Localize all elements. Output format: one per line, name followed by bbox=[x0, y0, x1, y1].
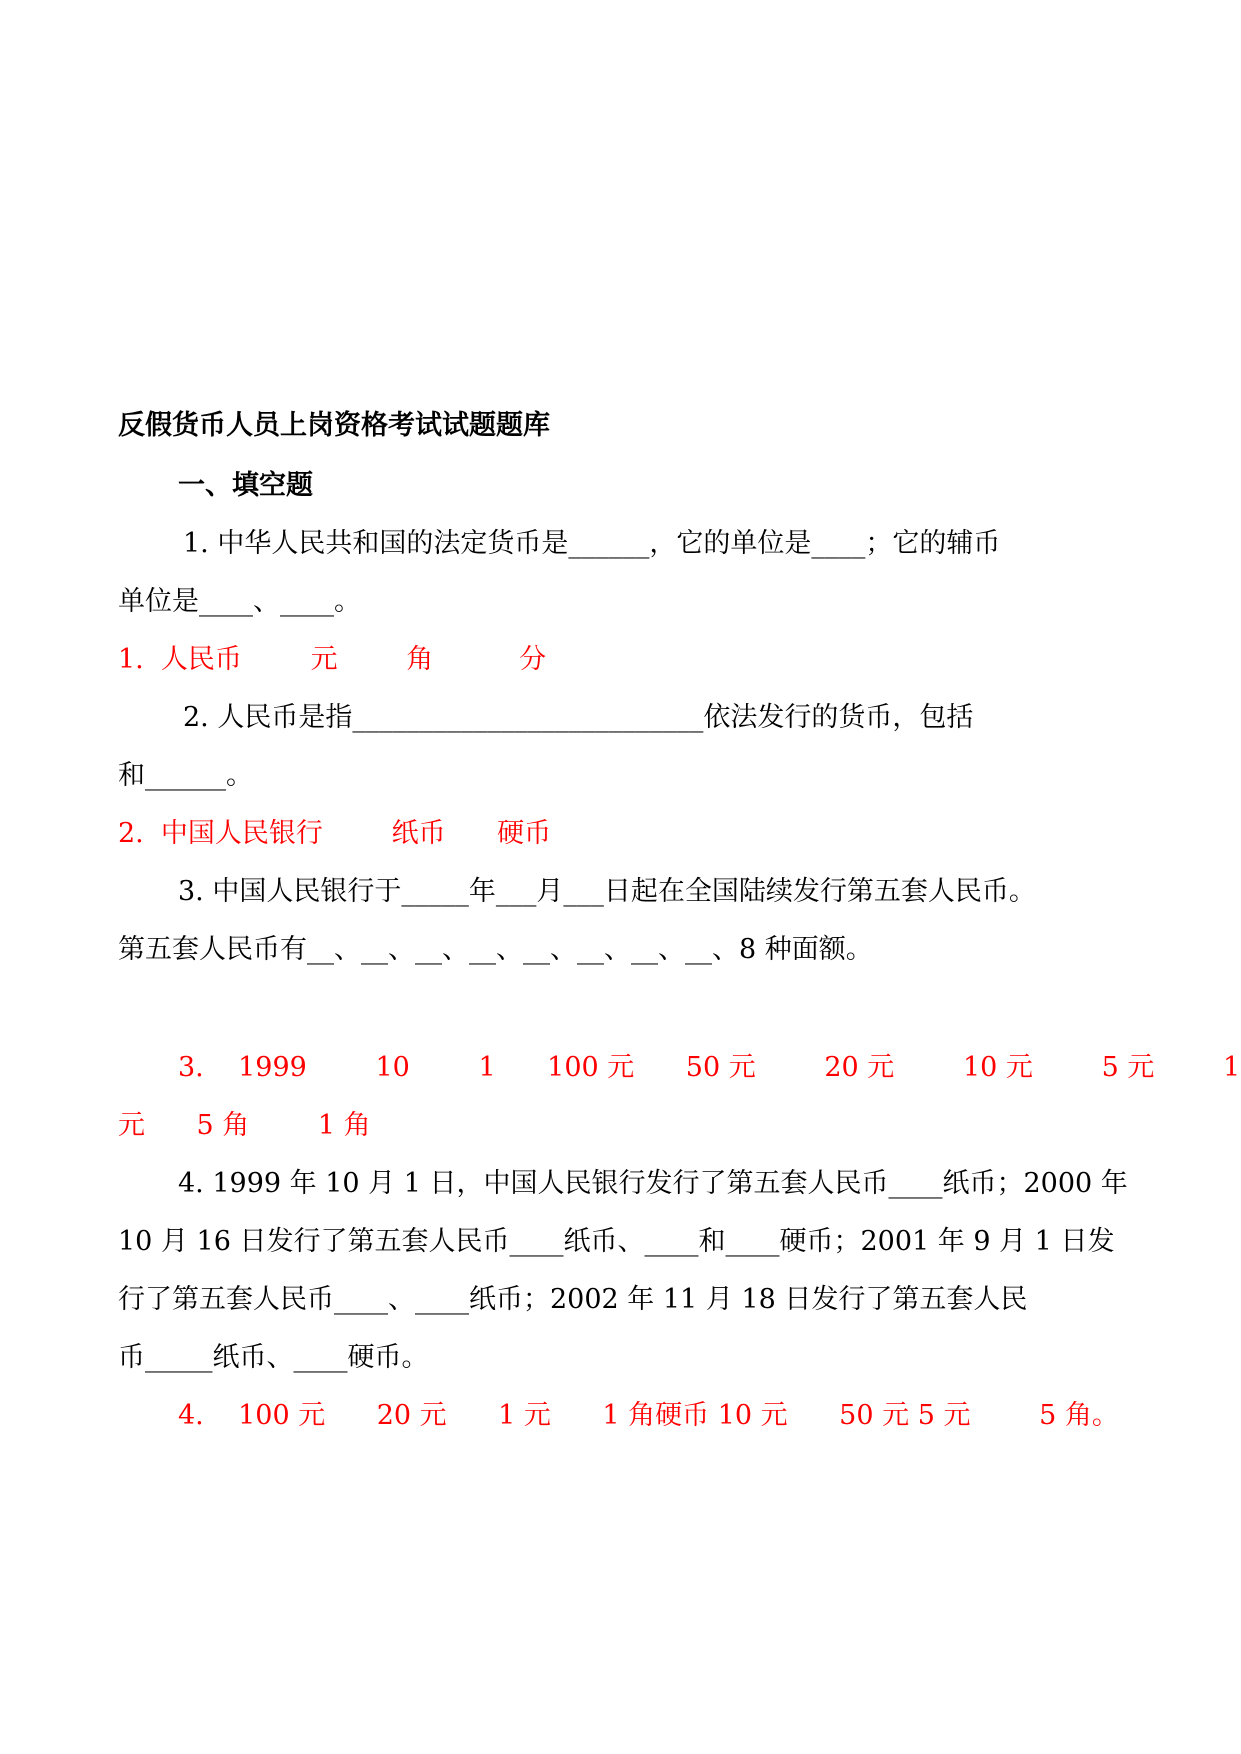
question-1-line-2: 单位是____、____。 bbox=[118, 586, 361, 617]
question-4-line-4: 币_____纸币、____硬币。 bbox=[118, 1342, 429, 1373]
document-title: 反假货币人员上岗资格考试试题题库 bbox=[118, 410, 550, 441]
question-4-line-1: 4. 1999 年 10 月 1 日，中国人民银行发行了第五套人民币____纸币；2000 年 bbox=[178, 1168, 1128, 1199]
answer-3-line-2: 元 5 角 1 角 bbox=[118, 1110, 371, 1141]
question-4-line-2: 10 月 16 日发行了第五套人民币____纸币、____和____硬币；2001 年 9 月 1 日发 bbox=[118, 1226, 1115, 1257]
question-2-line-2: 和______。 bbox=[118, 760, 253, 791]
question-1-line-1: 1. 中华人民共和国的法定货币是______，它的单位是____；它的辅币 bbox=[183, 528, 1001, 559]
answer-2: 2. 中国人民银行 纸币 硬币 bbox=[118, 818, 552, 849]
question-3-line-1: 3. 中国人民银行于_____年___月___日起在全国陆续发行第五套人民币。 bbox=[178, 876, 1036, 907]
answer-1: 1. 人民币 元 角 分 bbox=[118, 644, 547, 675]
question-4-line-3: 行了第五套人民币____、____纸币；2002 年 11 月 18 日发行了第五套人民 bbox=[118, 1284, 1028, 1315]
section-heading: 一、填空题 bbox=[178, 470, 313, 501]
question-3-line-2: 第五套人民币有__、__、__、__、__、__、__、__、8 种面额。 bbox=[118, 934, 873, 965]
answer-3-line-1: 3. 1999 10 1 100 元 50 元 20 元 10 元 5 元 1 bbox=[178, 1052, 1241, 1083]
question-2-line-1: 2. 人民币是指__________________________依法发行的货币，包括 bbox=[183, 702, 974, 733]
answer-4: 4. 100 元 20 元 1 元 1 角硬币 10 元 50 元 5 元 5 角。 bbox=[178, 1400, 1119, 1431]
